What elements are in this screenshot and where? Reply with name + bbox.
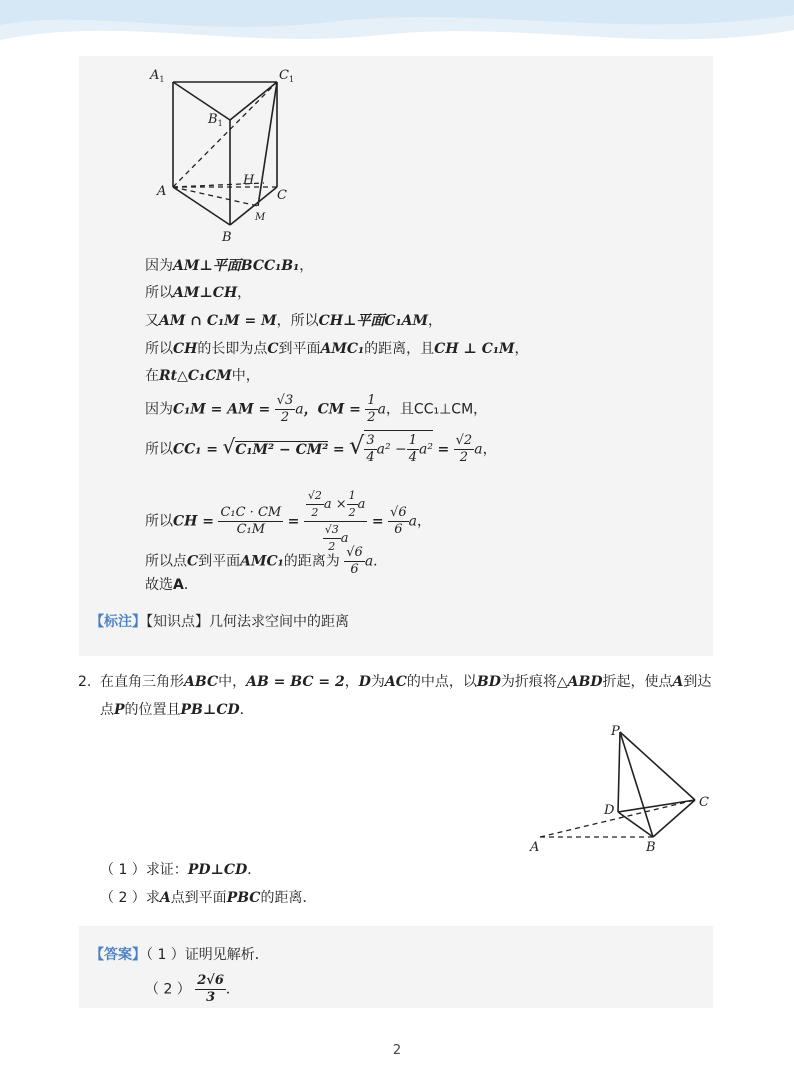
- solution-line-7: 所以CC₁ = √C₁M² − CM² = √ $\frac{3}{4}$ a² − $\frac{1}{4}$ a² = $\frac{√2}{2}$ a，: [145, 431, 497, 465]
- header-wave-decoration: [0, 0, 794, 60]
- solution-line-2: 所以AM⊥CH，: [145, 285, 252, 301]
- label-H: H: [243, 173, 255, 188]
- solution-line-6: 因为C₁M = AM = $\frac{√3}{2}$ a，CM = $\frac{1}{2}$ a，且CC₁⊥CM，: [145, 393, 488, 425]
- question-line-2: 点P的位置且PB⊥CD．: [100, 702, 254, 718]
- tetrahedron-figure: [525, 720, 725, 855]
- label-P: P: [611, 724, 620, 739]
- question-number: 2.: [78, 674, 92, 690]
- page-number: 2: [392, 1043, 402, 1058]
- answer-line-2: （ 2 ） $\frac{2√6}{3}$ ．: [145, 973, 240, 1005]
- label-B1: $B_1$: [208, 112, 223, 128]
- solution-line-8: 所以CH = $\frac{\text{C₁C · CM}}{\text{C₁M}}$ = $\frac{√2}{2}$ a × $\frac{1}{2}$ a $\frac{√3}{2}$ a = $\frac{√6}{6}$ a，: [145, 489, 431, 553]
- question-part-1: （ 1 ）求证：PD⊥CD．: [100, 862, 262, 878]
- solution-line-5: 在Rt△C₁CM中，: [145, 368, 260, 384]
- label-C2: C: [699, 795, 709, 810]
- label-D: D: [604, 803, 615, 818]
- question-part-2: （ 2 ）求A点到平面PBC的距离．: [100, 890, 317, 906]
- prism-figure: [140, 62, 310, 247]
- solution-line-4: 所以CH的长即为点C到平面AMC₁的距离，且CH ⊥ C₁M，: [145, 341, 529, 357]
- label-M: M: [255, 212, 266, 223]
- label-A2: A: [530, 840, 540, 855]
- label-B: B: [222, 230, 232, 245]
- label-C1: $C_1$: [279, 68, 295, 84]
- solution-line-9: 所以点C到平面AMC₁的距离为 $\frac{√6}{6}$ a．: [145, 545, 388, 577]
- solution-line-10: 故选A．: [145, 577, 198, 593]
- question-line-1: 在直角三角形ABC中，AB = BC = 2，D为AC的中点，以BD为折痕将△ABD折起，使点A到达: [100, 674, 712, 690]
- solution-line-3: 又AM ∩ C₁M = M，所以CH⊥平面C₁AM，: [145, 313, 443, 329]
- answer-line-1: 【答案】（ 1 ）证明见解析．: [90, 947, 269, 963]
- label-A1: $A_1$: [150, 68, 165, 84]
- note-line: 【标注】【知识点】几何法求空间中的距离: [90, 614, 349, 630]
- label-C: C: [277, 188, 287, 203]
- label-A: A: [157, 184, 167, 199]
- solution-line-1: 因为AM⊥平面BCC₁B₁，: [145, 258, 314, 274]
- label-B2: B: [646, 840, 656, 855]
